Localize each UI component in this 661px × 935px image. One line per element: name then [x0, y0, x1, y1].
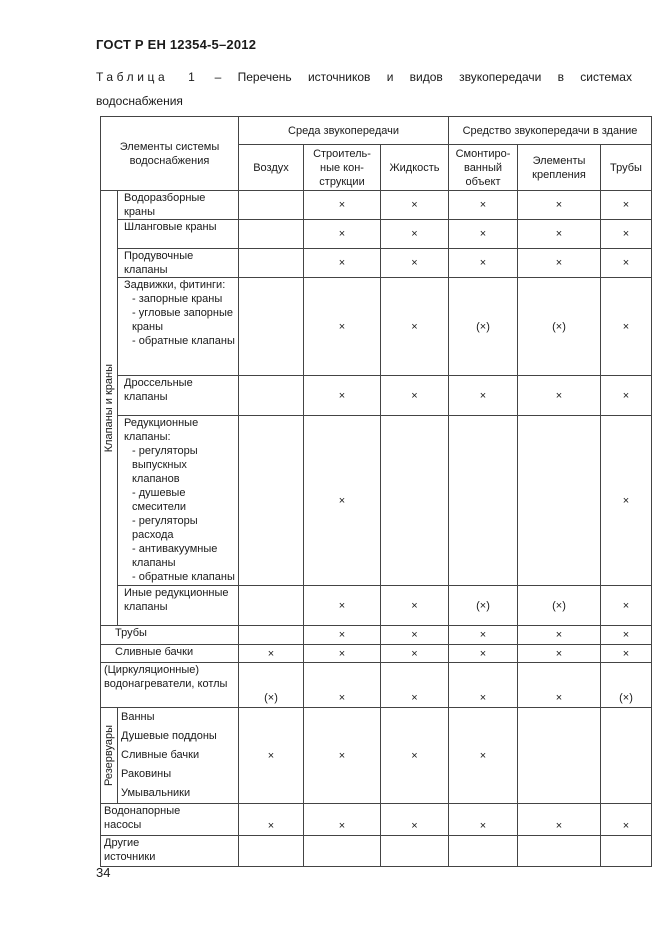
cell-mark: ×: [518, 663, 601, 708]
cell-mark: ×: [601, 586, 652, 626]
table-row: [101, 663, 652, 708]
cell-mark: ×: [381, 626, 449, 645]
caption-word: видов: [409, 70, 443, 84]
row-item: Сливные бачки: [121, 749, 200, 761]
table-row: [101, 249, 652, 278]
cell-mark: ×: [449, 191, 518, 220]
col-header: Смонтиро-ванный объект: [449, 145, 518, 191]
cell-mark: ×: [381, 663, 449, 708]
cell-mark: ×: [381, 278, 449, 376]
table-row: [101, 836, 652, 867]
col-header: Строитель-ные кон-струкции: [304, 145, 381, 191]
cell-mark: [239, 278, 304, 376]
row-subitem: - угловые запорные краны: [132, 307, 234, 333]
row-name: Водонапорные насосы: [101, 804, 239, 836]
col-header: Элементы крепления: [518, 145, 601, 191]
cell-mark: ×: [304, 220, 381, 249]
table-row: [101, 220, 652, 249]
cell-mark: ×: [239, 645, 304, 663]
caption-dash: –: [214, 70, 222, 84]
table-row: [101, 708, 652, 804]
row-item: Душевые поддоны: [121, 730, 217, 742]
col-header: Жидкость: [381, 145, 449, 191]
cell-mark: ×: [601, 191, 652, 220]
table-row: [101, 804, 652, 836]
cell-mark: ×: [449, 249, 518, 278]
cell-mark: ×: [304, 586, 381, 626]
table-row: [101, 586, 652, 626]
cell-mark: (×): [239, 663, 304, 708]
cell-mark: ×: [518, 249, 601, 278]
cell-mark: [518, 416, 601, 586]
row-name: Трубы: [101, 626, 239, 645]
cell-mark: (×): [449, 586, 518, 626]
cell-mark: [239, 836, 304, 867]
cell-mark: ×: [304, 249, 381, 278]
row-name: Водоразборные краны: [118, 191, 239, 220]
cell-mark: ×: [304, 191, 381, 220]
cell-mark: ×: [518, 645, 601, 663]
cell-mark: ×: [381, 191, 449, 220]
row-name: Редукционные клапаны:: [124, 417, 199, 443]
cell-mark: [239, 376, 304, 416]
header-medium: Среда звукопередачи: [239, 117, 449, 145]
row-subitem: - регуляторы расхода: [132, 515, 198, 541]
cell-mark: ×: [449, 645, 518, 663]
row-name: Шланговые краны: [118, 220, 239, 249]
caption-label: Таблица 1: [96, 70, 199, 84]
header-means: Средство звукопередачи в здание: [449, 117, 652, 145]
cell-mark: [239, 586, 304, 626]
cell-mark: [601, 708, 652, 804]
cell-mark: ×: [518, 626, 601, 645]
cell-mark: [239, 191, 304, 220]
row-subitem: - антивакуумные клапаны: [132, 543, 218, 569]
page-number: 34: [96, 865, 111, 880]
cell-mark: ×: [449, 663, 518, 708]
col-header: Воздух: [239, 145, 304, 191]
caption-word: и: [386, 70, 394, 84]
table-row: [101, 626, 652, 645]
row-name: Иные редукционные клапаны: [118, 586, 239, 626]
row-item: Раковины: [121, 768, 172, 780]
row-name: Задвижки, фитинги:: [124, 279, 226, 291]
cell-mark: (×): [518, 278, 601, 376]
row-item: Умывальники: [121, 787, 191, 799]
cell-mark: [449, 836, 518, 867]
caption-word: звукопередачи: [459, 70, 542, 84]
cell-mark: ×: [449, 376, 518, 416]
group-label-tanks: Резервуары: [101, 708, 118, 804]
cell-mark: ×: [239, 708, 304, 804]
cell-mark: [239, 416, 304, 586]
row-subitem: - запорные краны: [132, 293, 223, 305]
cell-mark: (×): [601, 663, 652, 708]
cell-mark: ×: [601, 376, 652, 416]
col-header: Трубы: [601, 145, 652, 191]
caption-word: системах: [580, 70, 632, 84]
row-name: Дроссельные клапаны: [118, 376, 239, 416]
cell-mark: ×: [381, 249, 449, 278]
cell-mark: ×: [381, 586, 449, 626]
row-subitem: - душевые смесители: [132, 487, 187, 513]
cell-mark: [518, 836, 601, 867]
row-name-block: [118, 278, 239, 376]
cell-mark: ×: [449, 626, 518, 645]
caption-word: Перечень: [237, 70, 292, 84]
sources-table: [100, 116, 652, 867]
cell-mark: ×: [601, 249, 652, 278]
cell-mark: ×: [518, 220, 601, 249]
group-label-valves: Клапаны и краны: [101, 191, 118, 626]
cell-mark: ×: [381, 708, 449, 804]
cell-mark: ×: [239, 804, 304, 836]
cell-mark: [239, 626, 304, 645]
cell-mark: ×: [518, 191, 601, 220]
cell-mark: ×: [304, 663, 381, 708]
cell-mark: ×: [601, 626, 652, 645]
caption-word: источников: [307, 70, 371, 84]
cell-mark: (×): [449, 278, 518, 376]
cell-mark: ×: [381, 804, 449, 836]
cell-mark: ×: [601, 645, 652, 663]
cell-mark: [381, 836, 449, 867]
row-name: Продувочные клапаны: [118, 249, 239, 278]
table-row: [101, 416, 652, 586]
cell-mark: ×: [304, 708, 381, 804]
row-subitem: - обратные клапаны: [132, 335, 235, 347]
cell-mark: ×: [381, 376, 449, 416]
cell-mark: ×: [304, 416, 381, 586]
cell-mark: [239, 220, 304, 249]
cell-mark: ×: [601, 278, 652, 376]
table-row: [101, 278, 652, 376]
row-name: (Циркуляционные) водонагреватели, котлы: [101, 663, 239, 708]
cell-mark: ×: [601, 804, 652, 836]
cell-mark: ×: [304, 278, 381, 376]
caption-word: в: [557, 70, 565, 84]
cell-mark: ×: [381, 220, 449, 249]
row-name-block: [118, 416, 239, 586]
document-header: ГОСТ Р ЕН 12354-5–2012: [96, 37, 257, 52]
table-caption-line2: водоснабжения: [96, 94, 183, 108]
row-name: Другие источники: [101, 836, 239, 867]
table-row: [101, 191, 652, 220]
row-item: Ванны: [121, 711, 155, 723]
cell-mark: ×: [449, 708, 518, 804]
cell-mark: ×: [449, 220, 518, 249]
cell-mark: ×: [601, 220, 652, 249]
cell-mark: ×: [304, 804, 381, 836]
cell-mark: ×: [381, 645, 449, 663]
table-row: [101, 376, 652, 416]
cell-mark: ×: [304, 376, 381, 416]
cell-mark: [239, 249, 304, 278]
cell-mark: ×: [601, 416, 652, 586]
cell-mark: [381, 416, 449, 586]
row-name: Сливные бачки: [101, 645, 239, 663]
row-subitem: - обратные клапаны: [132, 571, 235, 583]
cell-mark: ×: [518, 376, 601, 416]
row-items-block: [118, 708, 239, 804]
row-subitem: - регуляторы выпускных клапанов: [132, 445, 198, 485]
cell-mark: ×: [304, 626, 381, 645]
header-elements: Элементы системы водоснабжения: [101, 117, 239, 191]
cell-mark: [304, 836, 381, 867]
cell-mark: ×: [304, 645, 381, 663]
table-caption: [96, 70, 632, 84]
cell-mark: (×): [518, 586, 601, 626]
cell-mark: [601, 836, 652, 867]
cell-mark: ×: [518, 804, 601, 836]
table-row: [101, 645, 652, 663]
cell-mark: ×: [449, 804, 518, 836]
cell-mark: [449, 416, 518, 586]
cell-mark: [518, 708, 601, 804]
